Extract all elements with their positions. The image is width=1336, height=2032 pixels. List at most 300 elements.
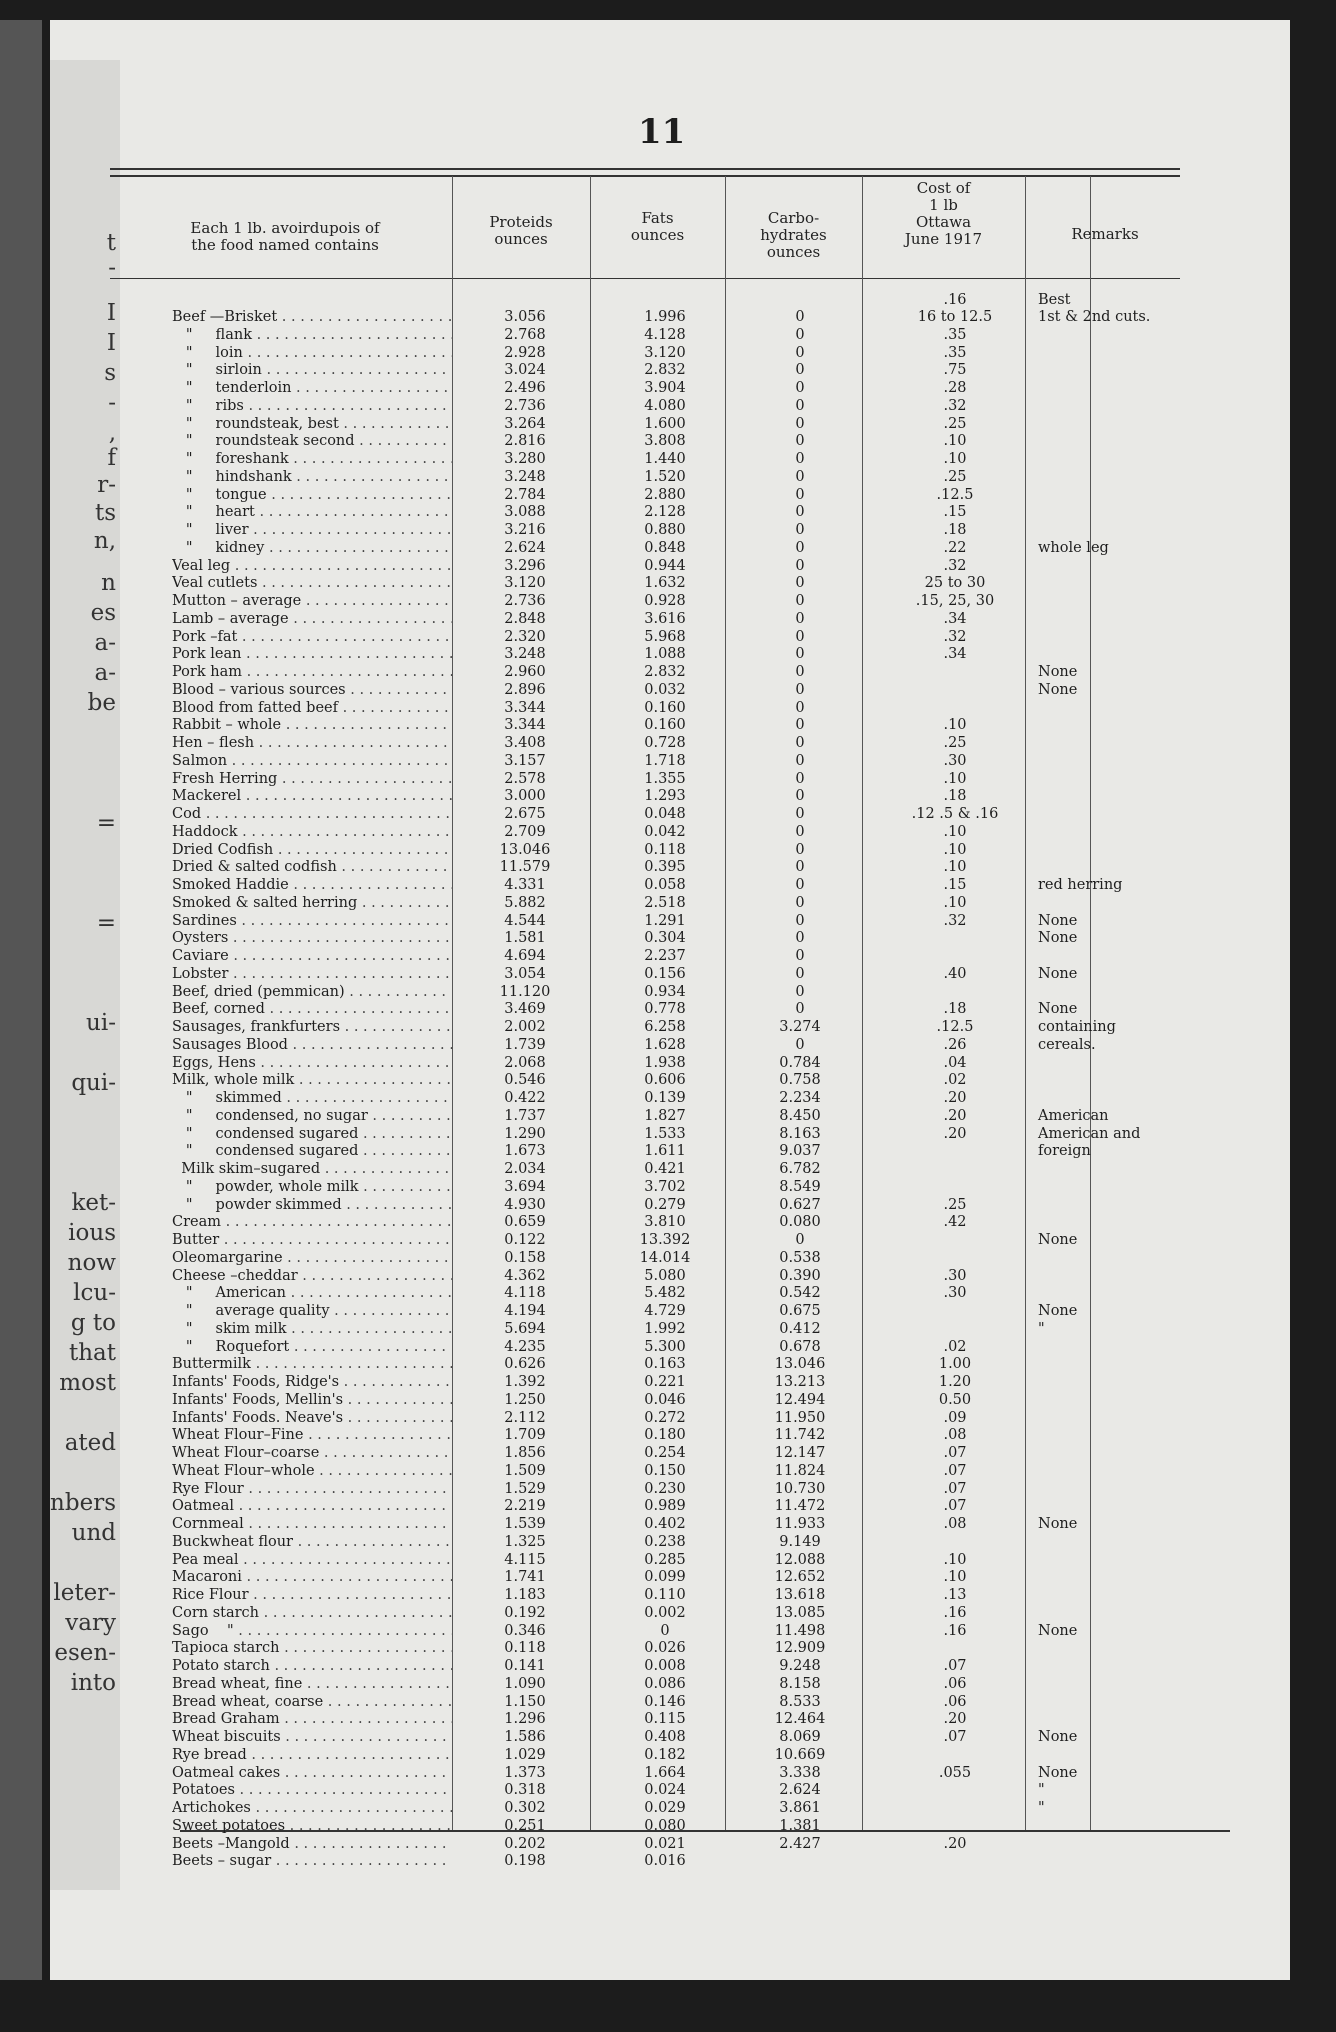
food-name-cell: Pork lean . . . [172, 646, 452, 663]
header-proteids: Proteids ounces [489, 213, 553, 248]
table-row [50, 842, 1290, 859]
table-row [50, 1605, 1290, 1622]
carbohydrates-cell: 0.678 [779, 1338, 821, 1355]
proteids-cell: 1.183 [504, 1587, 546, 1603]
fats-cell: 0.230 [644, 1480, 686, 1497]
proteids-cell: 3.000 [504, 788, 546, 805]
table-row [50, 1285, 1290, 1302]
margin-text-fragment: ious [68, 1220, 116, 1246]
fats-cell: 4.729 [644, 1303, 686, 1319]
table-row [50, 1321, 1290, 1338]
fats-cell: 0.146 [644, 1693, 686, 1710]
table-row [50, 504, 1290, 521]
food-name-cell: " powder, whole milk . . . [172, 1179, 452, 1196]
remarks-cell: None [1038, 1516, 1078, 1532]
cost-cell: .25 [943, 468, 967, 485]
fats-cell: 0.304 [644, 930, 686, 947]
proteids-cell: 0.626 [504, 1356, 546, 1373]
margin-text-fragment: n, [93, 528, 116, 554]
cost-cell: .18 [943, 788, 967, 805]
proteids-cell: 4.194 [504, 1303, 546, 1319]
table-row [50, 1498, 1290, 1515]
fats-cell: 1.533 [644, 1125, 686, 1142]
proteids-cell: 3.469 [504, 1001, 546, 1018]
table-row [50, 788, 1290, 805]
proteids-cell: 0.192 [504, 1604, 546, 1621]
table-row [50, 1711, 1290, 1728]
carbohydrates-cell: 0 [795, 877, 805, 893]
food-name-cell: " roundsteak, best . . . [172, 416, 452, 433]
table-row [50, 824, 1290, 841]
fats-cell: 0.021 [644, 1835, 686, 1852]
cost-cell: .75 [943, 362, 967, 379]
table-row [50, 1143, 1290, 1160]
cost-cell: .08 [943, 1516, 967, 1532]
proteids-cell: 0.346 [504, 1622, 546, 1639]
table-row [50, 1729, 1290, 1746]
carbohydrates-cell: 0.538 [779, 1249, 821, 1266]
fats-cell: 0.182 [644, 1746, 686, 1763]
table-row [50, 575, 1290, 592]
proteids-cell: 3.216 [504, 522, 546, 538]
carbohydrates-cell: 0 [795, 309, 805, 325]
carbohydrates-cell: 2.624 [779, 1782, 821, 1799]
cost-cell: .30 [943, 752, 967, 769]
table-row [50, 1640, 1290, 1657]
carbohydrates-cell: 0 [795, 397, 805, 414]
margin-text-fragment: into [70, 1670, 116, 1696]
table-row [50, 362, 1290, 379]
fats-cell: 2.128 [644, 504, 686, 521]
proteids-cell: 2.848 [504, 610, 546, 627]
proteids-cell: 4.362 [504, 1267, 546, 1284]
proteids-cell: 2.578 [504, 770, 546, 787]
food-name-cell: " loin . . . [172, 345, 452, 362]
table-row [50, 522, 1290, 539]
remarks-cell: containing [1038, 1019, 1116, 1035]
food-name-cell: " condensed sugared . . . [172, 1143, 452, 1160]
fats-cell: 0.099 [644, 1569, 686, 1586]
proteids-cell: 4.235 [504, 1338, 546, 1355]
cost-cell: .42 [943, 1214, 967, 1231]
carbohydrates-cell: 12.147 [774, 1445, 826, 1461]
cost-cell: .35 [943, 344, 967, 361]
fats-cell: 4.128 [644, 326, 686, 343]
table-row [50, 700, 1290, 717]
proteids-cell: 2.219 [504, 1498, 546, 1515]
table-row [50, 1658, 1290, 1675]
carbohydrates-cell: 0 [795, 468, 805, 485]
carbohydrates-cell: 8.450 [779, 1107, 821, 1124]
cost-cell: .16 [943, 1622, 967, 1639]
table-row [50, 806, 1290, 823]
fats-cell: 1.992 [644, 1320, 686, 1337]
carbohydrates-cell: 2.234 [779, 1090, 821, 1106]
food-name-cell: " skimmed . . . [172, 1090, 452, 1107]
food-name-cell: Infants' Foods, Ridge's . . . [172, 1374, 452, 1391]
carbohydrates-cell: 12.464 [774, 1711, 826, 1728]
proteids-cell: 0.141 [504, 1658, 546, 1674]
proteids-cell: 0.158 [504, 1249, 546, 1266]
cost-cell: 16 to 12.5 [917, 309, 993, 325]
margin-text-fragment: esen- [54, 1640, 116, 1666]
proteids-cell: 3.344 [504, 699, 546, 716]
fats-cell: 0.139 [644, 1090, 686, 1106]
remarks-cell: None [1038, 1622, 1078, 1639]
book-spine [0, 20, 42, 1980]
cost-cell: .35 [943, 326, 967, 343]
fats-cell: 0.279 [644, 1196, 686, 1213]
table-row [50, 1463, 1290, 1480]
carbohydrates-cell: 0 [795, 326, 805, 343]
food-name-cell: Bread wheat, fine . . . [172, 1676, 452, 1693]
proteids-cell: 0.122 [504, 1232, 546, 1248]
proteids-cell: 1.673 [504, 1143, 546, 1160]
cost-cell: .12 .5 & .16 [911, 806, 999, 822]
cost-cell: .10 [943, 1551, 967, 1568]
table-row [50, 664, 1290, 681]
carbohydrates-cell: 13.213 [774, 1374, 826, 1390]
proteids-cell: 1.509 [504, 1462, 546, 1479]
food-name-cell: Bread wheat, coarse . . . [172, 1694, 452, 1711]
carbohydrates-cell: 0 [795, 344, 805, 361]
fats-cell: 2.832 [644, 362, 686, 379]
cost-cell: .06 [943, 1693, 967, 1710]
fats-cell: 0.026 [644, 1640, 686, 1657]
proteids-cell: 2.736 [504, 397, 546, 414]
margin-text-fragment: be [87, 690, 116, 716]
cost-cell: .12.5 [936, 1019, 974, 1035]
carbohydrates-cell: 1.381 [779, 1817, 821, 1834]
carbohydrates-cell: 0 [795, 433, 805, 450]
fats-cell: 2.880 [644, 486, 686, 503]
table-row [50, 682, 1290, 699]
food-name-cell: Beef —Brisket . . . [172, 309, 452, 326]
carbohydrates-cell: 0 [795, 1232, 805, 1248]
cost-cell: .09 [943, 1409, 967, 1426]
carbohydrates-cell: 0 [795, 894, 805, 911]
fats-cell: 3.616 [644, 610, 686, 627]
table-row [50, 1250, 1290, 1267]
cost-cell: .32 [943, 912, 967, 929]
proteids-cell: 2.736 [504, 593, 546, 609]
table-row [50, 948, 1290, 965]
proteids-cell: 3.120 [504, 575, 546, 592]
carbohydrates-cell: 8.163 [779, 1125, 821, 1142]
food-name-cell: Dried Codfish . . . [172, 842, 452, 859]
table-row [50, 1108, 1290, 1125]
cost-cell: .04 [943, 1054, 967, 1071]
proteids-cell: 0.202 [504, 1835, 546, 1852]
proteids-cell: 3.248 [504, 646, 546, 663]
cost-cell: .10 [943, 841, 967, 858]
table-row [50, 611, 1290, 628]
margin-text-fragment: ated [64, 1430, 116, 1456]
remarks-cell: Best [1038, 292, 1071, 308]
proteids-cell: 3.344 [504, 717, 546, 734]
food-name-cell: Smoked & salted herring . . . [172, 895, 452, 912]
fats-cell: 1.611 [644, 1143, 686, 1160]
food-name-cell: Rice Flour . . . [172, 1587, 452, 1604]
table-row [50, 1019, 1290, 1036]
fats-cell: 0.848 [644, 539, 686, 556]
table-row [50, 1072, 1290, 1089]
food-name-cell: Mutton – average . . . [172, 593, 452, 610]
proteids-cell: 1.150 [504, 1693, 546, 1710]
header-carbs: Carbo- hydrates ounces [760, 209, 827, 261]
carbohydrates-cell: 11.950 [774, 1409, 826, 1426]
cost-cell: .07 [943, 1498, 967, 1515]
carbohydrates-cell: 0 [795, 593, 805, 609]
table-row [50, 1481, 1290, 1498]
fats-cell: 0.046 [644, 1391, 686, 1408]
carbohydrates-cell: 8.158 [779, 1675, 821, 1692]
fats-cell: 0.156 [644, 965, 686, 982]
fats-cell: 4.080 [644, 397, 686, 414]
cost-cell: .20 [943, 1125, 967, 1142]
carbohydrates-cell: 0 [795, 699, 805, 716]
fats-cell: 0.118 [644, 841, 686, 858]
food-name-cell: Haddock . . . [172, 824, 452, 841]
food-name-cell: Macaroni . . . [172, 1569, 452, 1586]
food-name-cell: Veal cutlets . . . [172, 575, 452, 592]
margin-text-fragment: a- [94, 630, 116, 656]
table-row [50, 1392, 1290, 1409]
table-row [50, 1818, 1290, 1835]
margin-text-fragment: = [96, 810, 116, 836]
remarks-cell: None [1038, 965, 1078, 982]
carbohydrates-cell: 9.037 [779, 1143, 821, 1160]
cost-cell: .25 [943, 735, 967, 751]
cost-cell: .10 [943, 859, 967, 876]
fats-cell: 0.080 [644, 1817, 686, 1834]
margin-text-fragment: I [106, 300, 116, 326]
table-row [50, 1197, 1290, 1214]
proteids-cell: 2.496 [504, 380, 546, 396]
cost-cell: .07 [943, 1462, 967, 1479]
table-row [50, 1161, 1290, 1178]
food-name-cell: " ribs . . . [172, 398, 452, 415]
margin-text-fragment: f [107, 445, 116, 471]
table-row [50, 859, 1290, 876]
fats-cell: 0.421 [644, 1161, 686, 1177]
fats-cell: 0.163 [644, 1356, 686, 1373]
table-row [50, 1569, 1290, 1586]
margin-text-fragment: ket- [71, 1190, 116, 1216]
cost-cell: .10 [943, 823, 967, 840]
cost-cell: .02 [943, 1338, 967, 1355]
margin-text-fragment: s [104, 360, 116, 386]
carbohydrates-cell: 3.274 [779, 1019, 821, 1035]
proteids-cell: 2.068 [504, 1054, 546, 1071]
food-name-cell: Mackerel . . . [172, 788, 452, 805]
table-row [50, 1055, 1290, 1072]
fats-cell: 2.832 [644, 664, 686, 680]
food-name-cell: Milk, whole milk . . . [172, 1072, 452, 1089]
food-name-cell: Blood – various sources . . . [172, 682, 452, 699]
food-name-cell: Sweet potatoes . . . [172, 1818, 452, 1835]
table-row [50, 558, 1290, 575]
proteids-cell: 3.264 [504, 415, 546, 432]
carbohydrates-cell: 0 [795, 965, 805, 982]
proteids-cell: 4.118 [504, 1285, 546, 1302]
table-row [50, 1001, 1290, 1018]
proteids-cell: 0.318 [504, 1782, 546, 1799]
remarks-cell: foreign [1038, 1143, 1091, 1160]
food-name-cell: Infants' Foods, Mellin's . . . [172, 1392, 452, 1409]
proteids-cell: 3.054 [504, 965, 546, 982]
food-name-cell: Buckwheat flour . . . [172, 1534, 452, 1551]
food-name-cell: Lamb – average . . . [172, 611, 452, 628]
cost-cell: .32 [943, 397, 967, 414]
table-row [50, 877, 1290, 894]
table-row [50, 398, 1290, 415]
fats-cell: 0.928 [644, 593, 686, 609]
proteids-cell: 3.296 [504, 557, 546, 574]
fats-cell: 5.300 [644, 1338, 686, 1355]
proteids-cell: 2.112 [504, 1409, 546, 1426]
table-row [50, 1037, 1290, 1054]
margin-text-fragment: t [106, 230, 116, 256]
table-row [50, 1587, 1290, 1604]
carbohydrates-cell: 6.782 [779, 1161, 821, 1177]
food-name-cell: Eggs, Hens . . . [172, 1055, 452, 1072]
food-name-cell: " hindshank . . . [172, 469, 452, 486]
fats-cell: 0.254 [644, 1445, 686, 1461]
carbohydrates-cell: 0 [795, 841, 805, 858]
carbohydrates-cell: 11.933 [774, 1516, 826, 1532]
table-row [50, 1623, 1290, 1640]
cost-cell: .08 [943, 1427, 967, 1444]
fats-cell: 0.115 [644, 1711, 686, 1728]
carbohydrates-cell: 13.618 [774, 1587, 826, 1603]
header-food: Each 1 lb. avoirdupois of the food named contains [190, 219, 380, 254]
food-name-cell: " kidney . . . [172, 540, 452, 557]
remarks-cell: whole leg [1038, 539, 1109, 556]
carbohydrates-cell: 0 [795, 504, 805, 521]
food-name-cell: Beef, corned . . . [172, 1001, 452, 1018]
proteids-cell: 1.856 [504, 1445, 546, 1461]
food-name-cell: Sardines . . . [172, 913, 452, 930]
table-row [50, 1445, 1290, 1462]
fats-cell: 0.778 [644, 1001, 686, 1018]
carbohydrates-cell: 0 [795, 823, 805, 840]
proteids-cell: 2.320 [504, 628, 546, 645]
food-name-cell: Sago " . . . [172, 1623, 452, 1640]
table-row [50, 984, 1290, 1001]
fats-cell: 0.272 [644, 1409, 686, 1426]
table-row [50, 1356, 1290, 1373]
carbohydrates-cell: 8.069 [779, 1729, 821, 1745]
cost-cell: .18 [943, 522, 967, 538]
fats-cell: 0.402 [644, 1516, 686, 1532]
proteids-cell: 1.529 [504, 1480, 546, 1497]
food-name-cell: Beets – sugar . . . [172, 1853, 452, 1870]
carbohydrates-cell: 10.669 [774, 1746, 826, 1763]
fats-cell: 3.702 [644, 1178, 686, 1195]
fats-cell: 3.808 [644, 433, 686, 450]
fats-cell: 6.258 [644, 1019, 686, 1035]
table-row [50, 1765, 1290, 1782]
table-row [50, 327, 1290, 344]
cost-cell: .10 [943, 451, 967, 467]
cost-cell: .13 [943, 1587, 967, 1603]
margin-text-fragment: ts [94, 500, 116, 526]
food-name-cell: Cornmeal . . . [172, 1516, 452, 1533]
carbohydrates-cell: 0.758 [779, 1072, 821, 1089]
remarks-cell: None [1038, 664, 1078, 680]
remarks-cell: None [1038, 912, 1078, 929]
fats-cell: 0.058 [644, 877, 686, 893]
proteids-cell: 0.659 [504, 1214, 546, 1231]
cost-cell: .07 [943, 1658, 967, 1674]
cost-cell: .30 [943, 1267, 967, 1284]
food-name-cell: " tongue . . . [172, 487, 452, 504]
table-row [50, 913, 1290, 930]
food-name-cell: Sausages Blood . . . [172, 1037, 452, 1054]
cost-cell: .12.5 [936, 486, 974, 503]
carbohydrates-cell: 0 [795, 752, 805, 769]
cost-cell: 0.50 [938, 1391, 972, 1408]
table-row [50, 1214, 1290, 1231]
carbohydrates-cell: 12.652 [774, 1569, 826, 1586]
margin-text-fragment: vary [65, 1610, 116, 1636]
food-name-cell: " skim milk . . . [172, 1321, 452, 1338]
proteids-cell: 0.302 [504, 1800, 546, 1816]
fats-cell: 0.944 [644, 557, 686, 574]
cost-cell: .26 [943, 1036, 967, 1053]
carbohydrates-cell: 9.248 [779, 1658, 821, 1674]
fats-cell: 0.110 [644, 1587, 686, 1603]
table-row [50, 1410, 1290, 1427]
remarks-cell: None [1038, 930, 1078, 947]
margin-text-fragment: lcu- [73, 1280, 116, 1306]
table-row [50, 1747, 1290, 1764]
proteids-cell: 1.392 [504, 1374, 546, 1390]
cost-cell: .15 [943, 504, 967, 521]
table-row [50, 1800, 1290, 1817]
proteids-cell: 2.896 [504, 681, 546, 698]
food-name-cell: Pork –fat . . . [172, 629, 452, 646]
carbohydrates-cell: 10.730 [774, 1480, 826, 1497]
proteids-cell: 2.624 [504, 539, 546, 556]
cost-cell: .18 [943, 1001, 967, 1018]
fats-cell: 3.810 [644, 1214, 686, 1231]
cost-cell: .06 [943, 1675, 967, 1692]
proteids-cell: 3.157 [504, 752, 546, 769]
cost-cell: .10 [943, 894, 967, 911]
fats-cell: 0.086 [644, 1675, 686, 1692]
cost-cell: .16 [943, 292, 967, 308]
table-row [50, 1303, 1290, 1320]
margin-text-fragment: n [101, 570, 116, 596]
food-name-cell: " heart . . . [172, 504, 452, 521]
fats-cell: 0.880 [644, 522, 686, 538]
carbohydrates-cell: 0 [795, 380, 805, 396]
food-name-cell: Smoked Haddie . . . [172, 877, 452, 894]
remarks-cell: " [1038, 1782, 1045, 1799]
carbohydrates-cell: 2.427 [779, 1835, 821, 1852]
table-row [50, 735, 1290, 752]
margin-text-fragment: that [68, 1340, 116, 1366]
page-number: 11 [638, 112, 686, 152]
food-name-cell: " tenderloin . . . [172, 380, 452, 397]
fats-cell: 0.989 [644, 1498, 686, 1515]
fats-cell: 1.600 [644, 415, 686, 432]
table-row [50, 416, 1290, 433]
cost-cell: .10 [943, 1569, 967, 1586]
fats-cell: 0.016 [644, 1853, 686, 1870]
